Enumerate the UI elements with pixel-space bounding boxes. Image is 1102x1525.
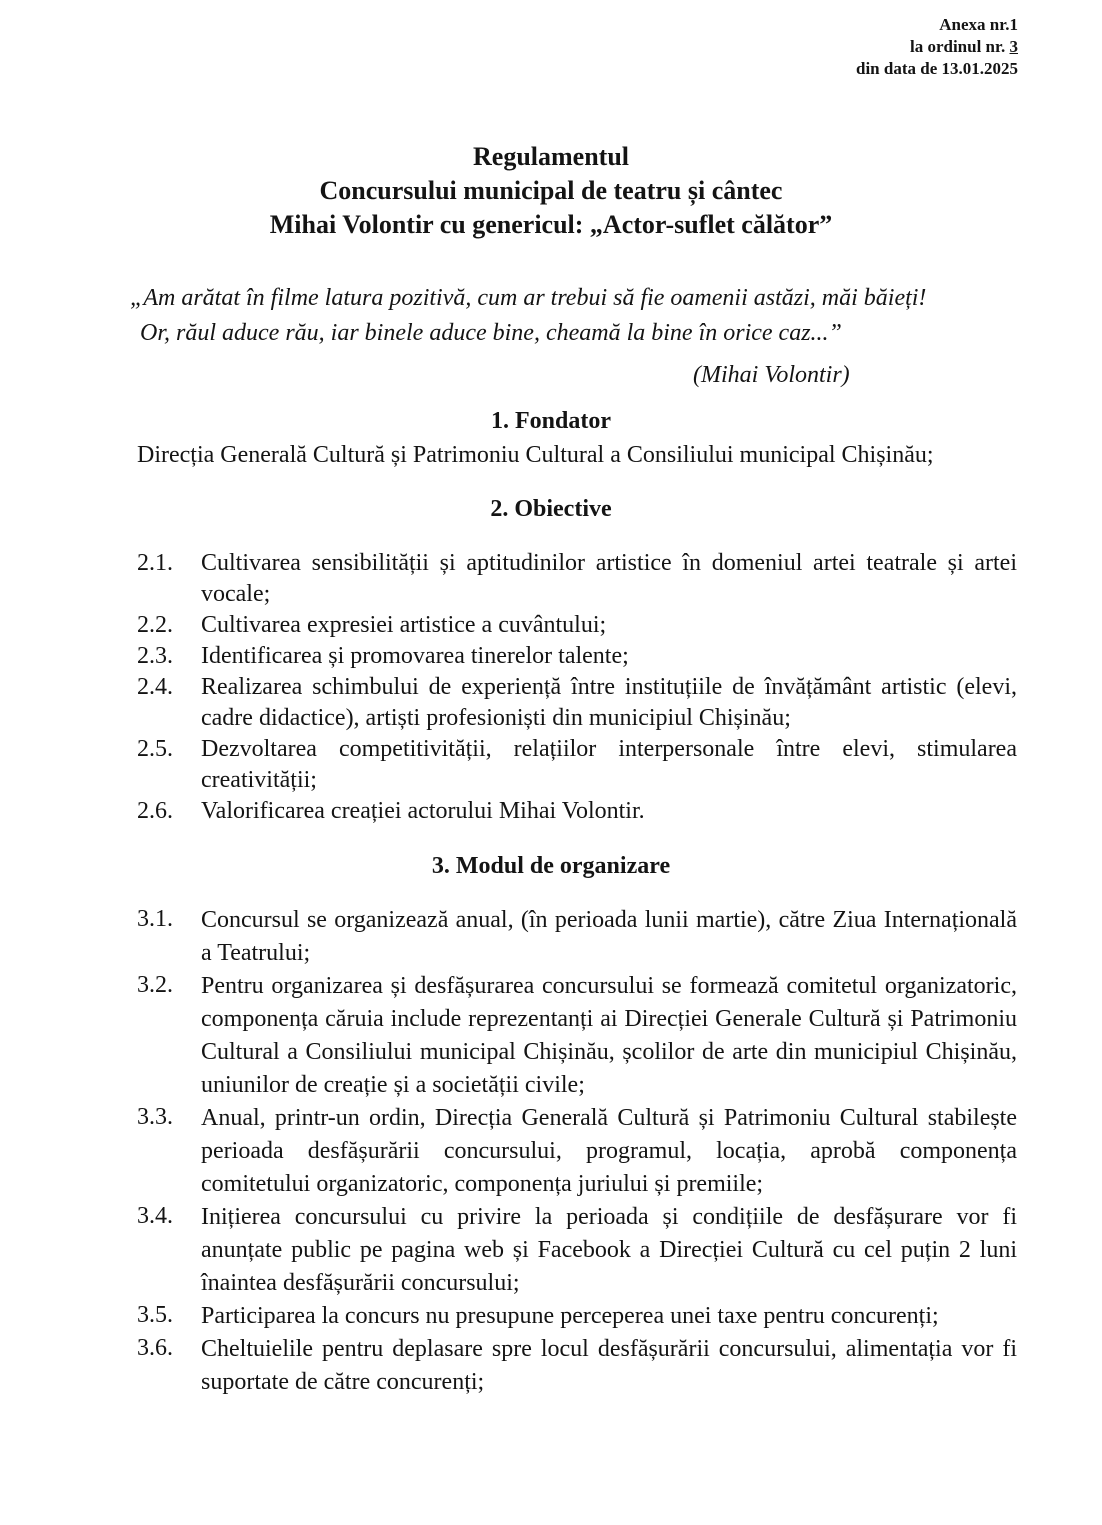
item-number: 2.3.: [137, 643, 173, 669]
title-line-2: Concursului municipal de teatru și cântec: [319, 176, 783, 205]
title-line-3: Mihai Volontir cu genericul: „Actor-suflet călător”: [269, 210, 833, 239]
list-item: [137, 672, 1017, 734]
title-line-1: Regulamentul: [473, 142, 629, 171]
list-item: [137, 1333, 1017, 1399]
order-number: 3: [1009, 37, 1018, 56]
document-title: [0, 140, 1102, 242]
item-text: Cheltuielile pentru deplasare spre locul desfășurării concursului, alimentația vor fi suportate de către concurenți;: [201, 1336, 1017, 1395]
item-text: Dezvoltarea competitivității, relațiilor interpersonale între elevi, stimularea creativității;: [201, 736, 1017, 793]
list-item: [137, 734, 1017, 796]
list-item: [137, 1300, 1017, 1333]
order-date: din data de 13.01.2025: [856, 59, 1018, 78]
list-item: [137, 641, 1017, 672]
item-text: Cultivarea expresiei artistice a cuvântului;: [201, 612, 607, 638]
item-number: 3.1.: [137, 906, 173, 932]
list-item: [137, 796, 1017, 827]
quote-line-1: „Am arătat în filme latura pozitivă, cum ar trebui să fie oamenii astăzi, măi băieți!: [130, 285, 927, 311]
quote-author: (Mihai Volontir): [693, 362, 850, 388]
item-text: Anual, printr-un ordin, Direcția Generală Cultură și Patrimoniu Cultural stabilește perioada desfășurării concursului, programul, locația, aprobă componența comitetului organizatoric, componența juriului și premiile;: [201, 1105, 1017, 1197]
objectives-list: [137, 548, 1017, 827]
annex-number: Anexa nr.1: [939, 15, 1018, 34]
item-text: Cultivarea sensibilității și aptitudinilor artistice în domeniul artei teatrale și artei vocale;: [201, 550, 1017, 607]
section-heading-founder: 1. Fondator: [491, 408, 611, 434]
item-text: Participarea la concurs nu presupune perceperea unei taxe pentru concurenți;: [201, 1303, 939, 1329]
organization-list: [137, 904, 1017, 1399]
epigraph-quote: [130, 281, 1060, 351]
list-item: [137, 610, 1017, 641]
list-item: [137, 904, 1017, 970]
item-number: 3.3.: [137, 1104, 173, 1130]
item-number: 3.4.: [137, 1203, 173, 1229]
item-number: 2.2.: [137, 612, 173, 638]
founder-text: Direcția Generală Cultură și Patrimoniu Cultural a Consiliului municipal Chișinău;: [137, 442, 934, 468]
item-number: 2.1.: [137, 550, 173, 576]
item-text: Identificarea și promovarea tinerelor talente;: [201, 643, 629, 669]
section-heading-objectives: 2. Obiective: [490, 496, 612, 522]
item-number: 3.6.: [137, 1335, 173, 1361]
item-text: Realizarea schimbului de experiență între instituțiile de învățământ artistic (elevi, cadre didactice), artiști profesioniști din municipiul Chișinău;: [201, 674, 1017, 731]
item-text: Concursul se organizează anual, (în perioada lunii martie), către Ziua Internațională a Teatrului;: [201, 907, 1017, 966]
item-text: Inițierea concursului cu privire la perioada și condițiile de desfășurare vor fi anunțate public pe pagina web și Facebook a Direcției Cultură cu cel puțin 2 luni înaintea desfășurării concursului;: [201, 1204, 1017, 1296]
list-item: [137, 1201, 1017, 1300]
section-heading-organization: 3. Modul de organizare: [431, 853, 671, 879]
list-item: [137, 548, 1017, 610]
item-text: Valorificarea creației actorului Mihai Volontir.: [201, 798, 645, 824]
item-number: 2.6.: [137, 798, 173, 824]
item-number: 3.2.: [137, 972, 173, 998]
item-number: 3.5.: [137, 1302, 173, 1328]
quote-line-2: Or, răul aduce rău, iar binele aduce bine, cheamă la bine în orice caz...”: [140, 320, 842, 346]
item-text: Pentru organizarea și desfășurarea concursului se formează comitetul organizatoric, componența căruia include reprezentanți ai Direcției Generale Cultură și Patrimoniu Cultural a Consiliului municipal Chișinău, școlilor de arte din municipiul Chișinău, uniunilor de creație și a societății civile;: [201, 973, 1017, 1098]
list-item: [137, 1102, 1017, 1201]
list-item: [137, 970, 1017, 1102]
item-number: 2.4.: [137, 674, 173, 700]
order-prefix: la ordinul nr.: [909, 37, 1010, 56]
order-reference: [856, 36, 1018, 58]
annex-reference: [856, 14, 1018, 80]
item-number: 2.5.: [137, 736, 173, 762]
